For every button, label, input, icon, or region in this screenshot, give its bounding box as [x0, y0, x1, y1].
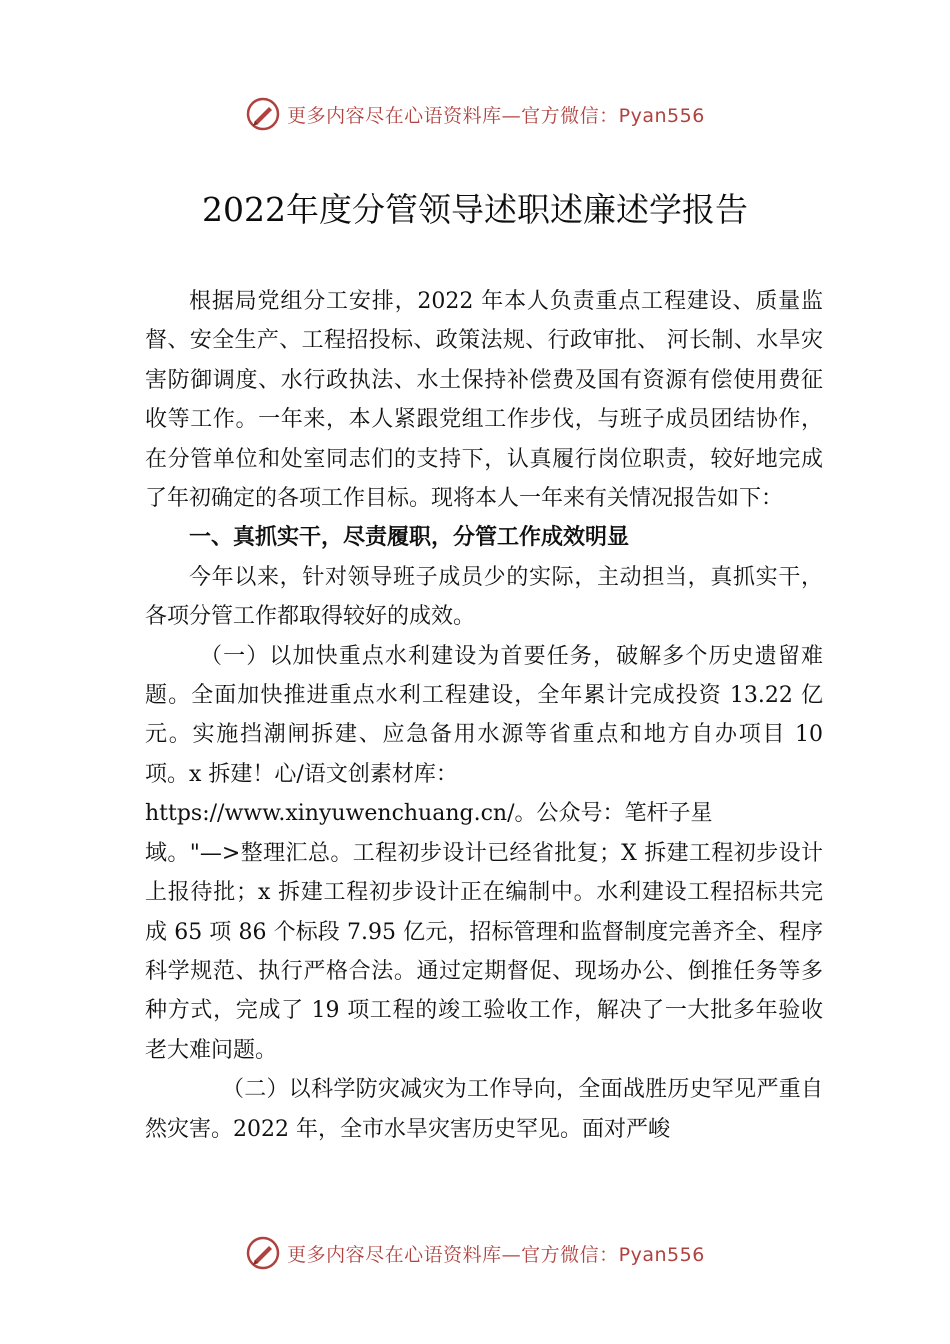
pen-logo-icon	[245, 1235, 281, 1271]
document-title: 2022年度分管领导述职述廉述学报告	[202, 190, 748, 229]
banner-text: 更多内容尽在心语资料库—官方微信：Pyan556	[287, 104, 705, 127]
wechat-handle: Pyan556	[618, 1243, 705, 1266]
paragraph-item-1-cont: 域。"—>整理汇总。工程初步设计已经省批复；X 拆建工程初步设计上报待批；x 拆建工程初步设计正在编制中。水利建设工程招标共完成 65 项 86 个标段 7.95 亿元，招标管理和监督制度完善齐全、程序科学规范、执行严格合法。通过定期督促、现场办公、倒推任务等多种方式，完成了 19 项工程的竣工验收工作，解决了一大批多年验收老大难问题。	[145, 840, 823, 1063]
header-banner	[0, 92, 950, 136]
document-body	[145, 282, 823, 1149]
paragraph-item-1: （一）以加快重点水利建设为首要任务，破解多个历史遗留难题。全面加快推进重点水利工程建设，全年累计完成投资 13.22 亿元。实施挡潮闸拆建、应急备用水源等省重点和地方自办项目 10 项。x 拆建！心/语文创素材库：	[145, 643, 823, 787]
paragraph-summary: 今年以来，针对领导班子成员少的实际，主动担当，真抓实干，各项分管工作都取得较好的成效。	[145, 564, 823, 630]
footer-banner	[0, 1231, 950, 1275]
section-heading-1: 一、真抓实干，尽责履职，分管工作成效明显	[189, 525, 630, 551]
banner-text: 更多内容尽在心语资料库—官方微信：Pyan556	[287, 1243, 705, 1266]
wechat-handle: Pyan556	[618, 104, 705, 127]
paragraph-intro: 根据局党组分工安排，2022 年本人负责重点工程建设、质量监督、安全生产、工程招投标、政策法规、行政审批、 河长制、水旱灾害防御调度、水行政执法、水土保持补偿费及国有资源有偿使用费征收等工作。一年来，本人紧跟党组工作步伐，与班子成员团结协作，在分管单位和处室同志们的支持下，认真履行岗位职责，较好地完成了年初确定的各项工作目标。现将本人一年来有关情况报告如下：	[145, 289, 823, 512]
pen-logo-icon	[245, 96, 281, 132]
paragraph-url: https://www.xinyuwenchuang.cn/。公众号：笔杆子星	[145, 801, 713, 827]
paragraph-item-2: （二）以科学防灾减灾为工作导向，全面战胜历史罕见严重自然灾害。2022 年，全市水旱灾害历史罕见。面对严峻	[145, 1077, 823, 1142]
